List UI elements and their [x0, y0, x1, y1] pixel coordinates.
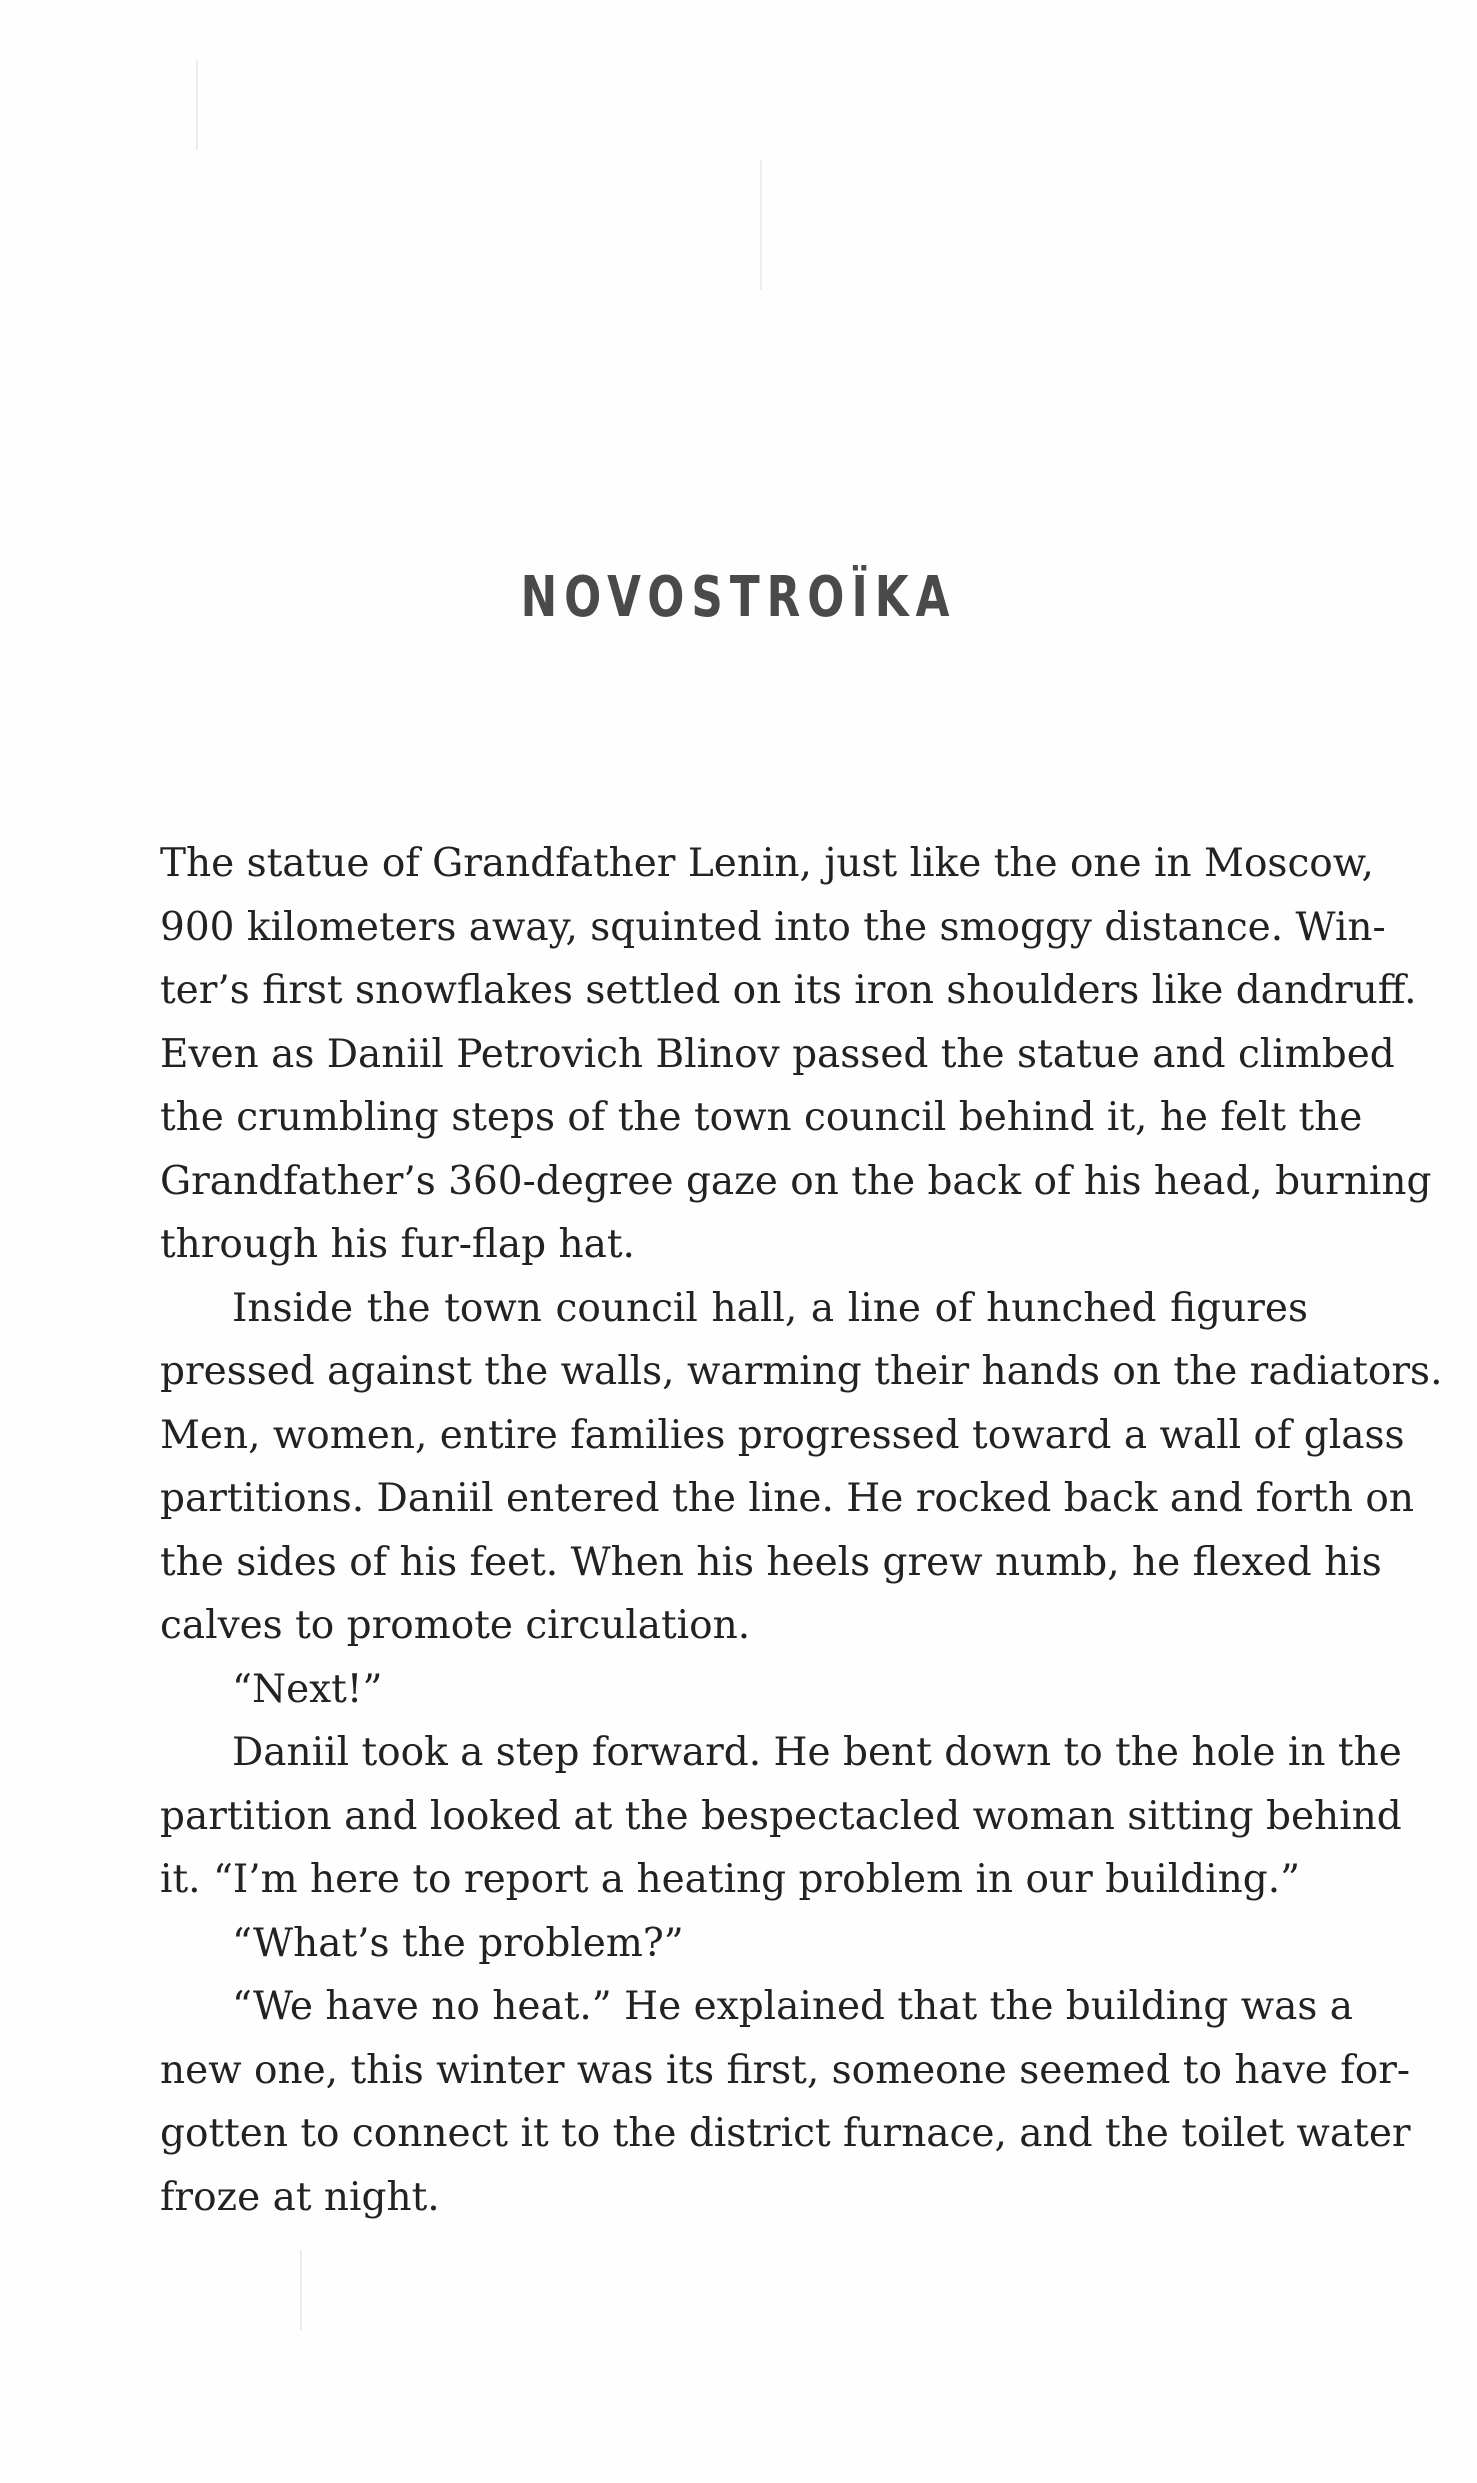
text-line: 900 kilometers away, squinted into the smoggy distance. Win- [160, 904, 1386, 950]
text-line: “What’s the problem?” [232, 1920, 684, 1966]
text-line: ter’s first snowflakes settled on its iron shoulders like dandruff. [160, 968, 1417, 1013]
text-line: Grandfather’s 360-degree gaze on the back of his head, burning [160, 1158, 1432, 1204]
text-line: calves to promote circulation. [160, 1603, 751, 1648]
scan-artifact-line [760, 160, 762, 290]
text-line: Daniil took a step forward. He bent down to the hole in the [232, 1730, 1402, 1775]
text-line: partition and looked at the bespectacled woman sitting behind [160, 1793, 1402, 1839]
chapter-title: NOVOSTROÏKA [520, 565, 957, 630]
chapter-body [160, 832, 1443, 2229]
text-line: froze at night. [160, 2174, 440, 2220]
text-line: through his fur-flap hat. [160, 1222, 635, 1267]
paragraph [160, 1912, 1308, 1976]
paragraph [160, 1975, 1411, 2229]
paragraph [160, 1658, 1308, 1722]
text-line: pressed against the walls, warming their hands on the radiators. [160, 1349, 1443, 1394]
text-line: Inside the town council hall, a line of hunched figures [232, 1285, 1308, 1331]
text-line: “Next!” [232, 1666, 383, 1712]
paragraph [160, 1277, 1443, 1658]
scan-artifact-line [196, 60, 198, 150]
text-line: the sides of his feet. When his heels grew numb, he flexed his [160, 1539, 1382, 1585]
text-line: the crumbling steps of the town council behind it, he felt the [160, 1095, 1363, 1140]
text-line: Men, women, entire families progressed toward a wall of glass [160, 1412, 1405, 1458]
text-line: gotten to connect it to the district furnace, and the toilet water [160, 2111, 1411, 2156]
text-line: it. “I’m here to report a heating problem in our building.” [160, 1857, 1301, 1902]
text-line: Even as Daniil Petrovich Blinov passed the statue and climbed [160, 1031, 1395, 1077]
text-line: new one, this winter was its first, someone seemed to have for- [160, 2047, 1411, 2093]
text-line: “We have no heat.” He explained that the building was a [232, 1984, 1354, 2029]
text-line: The statue of Grandfather Lenin, just like the one in Moscow, [160, 841, 1374, 886]
text-line: partitions. Daniil entered the line. He rocked back and forth on [160, 1476, 1414, 1521]
paragraph [160, 1721, 1402, 1912]
paragraph [160, 832, 1432, 1277]
scan-artifact-line [300, 2250, 302, 2330]
